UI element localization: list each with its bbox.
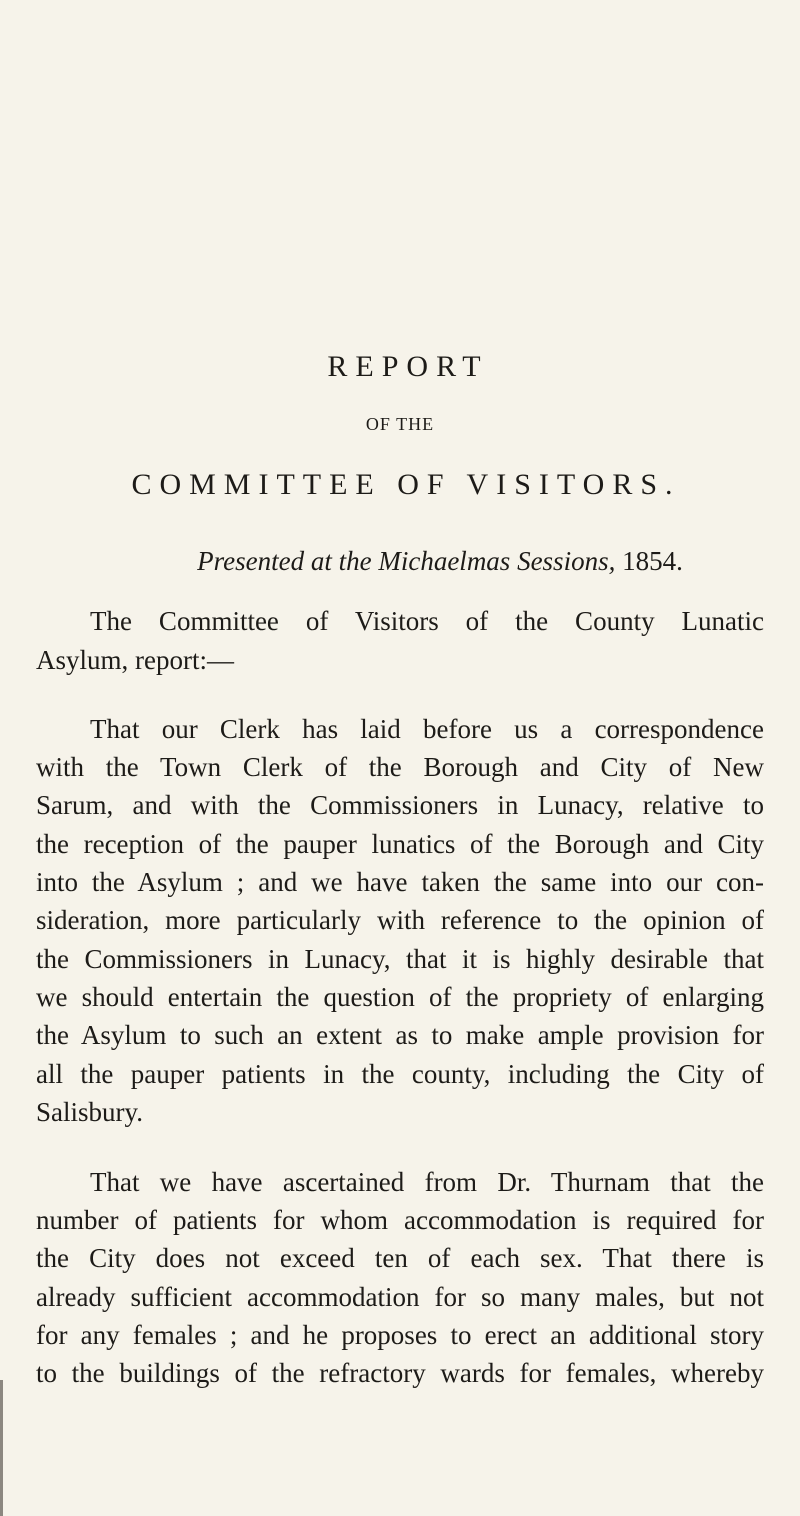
paragraph-line: That we have ascertained from Dr. Thurnam that the [90,1167,764,1197]
paragraph-line: the Commissioners in Lunacy, that it is highly desirable that [36,944,764,974]
paragraph-line: to the buildings of the refractory wards for females, whereby [36,1358,764,1388]
paragraph-line: the City does not exceed ten of each sex. That there is [36,1243,764,1273]
paragraph-line: for any females ; and he proposes to erect an additional story [36,1320,764,1350]
presented-text: Presented at the Michaelmas Sessions, [197,546,616,576]
paragraph-line: the reception of the pauper lunatics of the Borough and City [36,829,764,859]
paragraph-line: already sufficient accommodation for so many males, but not [36,1282,764,1312]
presented-year: 1854. [622,546,683,576]
report-title: REPORT [327,350,489,383]
paragraph-line: Salisbury. [36,1097,143,1127]
binding-edge-shadow [0,1380,3,1516]
paragraph-line: number of patients for whom accommodation is required for [36,1205,764,1235]
paragraph-line: Asylum, report:— [36,645,234,675]
report-subtitle: OF THE [365,414,435,434]
paragraph-line: That our Clerk has laid before us a correspondence [90,714,764,744]
paragraph-line: all the pauper patients in the county, including the City of [36,1059,764,1089]
paragraph-line: sideration, more particularly with reference to the opinion of [36,905,764,935]
paragraph-line: Sarum, and with the Commissioners in Lunacy, relative to [36,790,764,820]
paragraph-line: we should entertain the question of the propriety of enlarging [36,982,764,1012]
paragraph-line: into the Asylum ; and we have taken the same into our con- [36,867,764,897]
paragraph-line: the Asylum to such an extent as to make ample provision for [36,1020,764,1050]
paragraph-line: The Committee of Visitors of the County Lunatic [90,606,764,636]
presented-line [0,546,800,577]
paragraph-line: with the Town Clerk of the Borough and City of New [36,752,764,782]
report-heading: COMMITTEE OF VISITORS. [131,468,681,501]
